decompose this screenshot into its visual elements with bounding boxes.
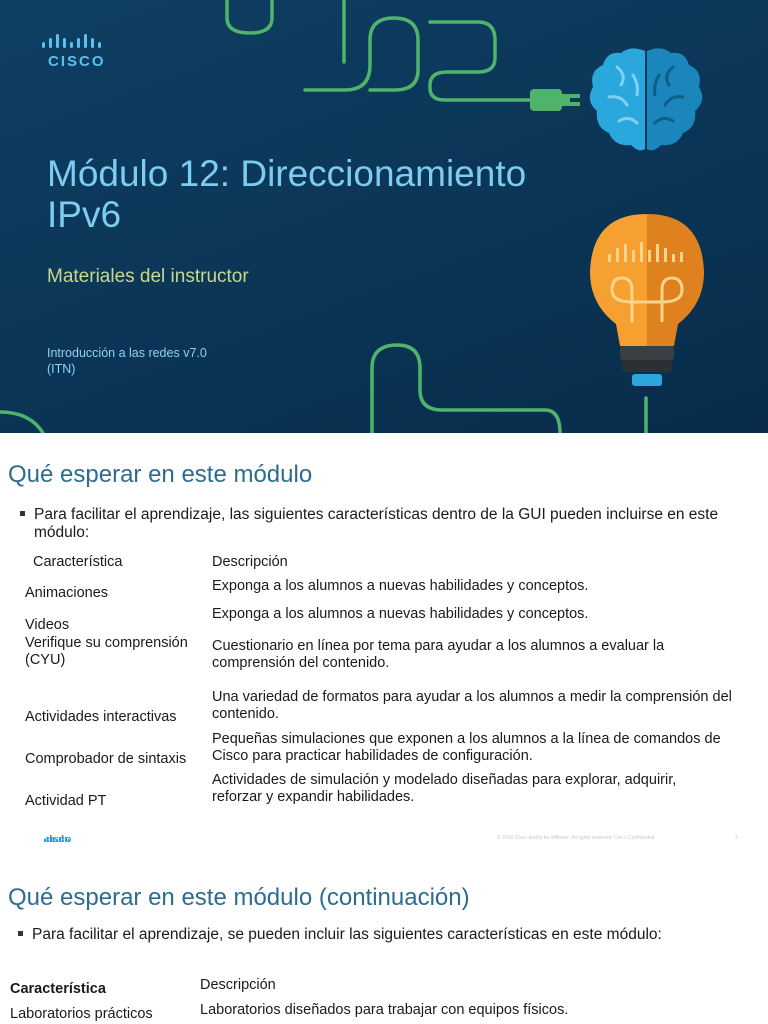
brain-icon bbox=[587, 45, 705, 157]
slide-what-to-expect-continued bbox=[0, 853, 768, 1024]
feature-cell: Actividad PT bbox=[25, 793, 107, 809]
column-header-feature: Característica bbox=[33, 554, 123, 570]
bullet-point bbox=[18, 926, 738, 944]
description-cell: Una variedad de formatos para ayudar a los alumnos a medir la comprensión del contenido. bbox=[212, 689, 732, 722]
course-name bbox=[47, 345, 207, 377]
plug-icon bbox=[530, 85, 582, 115]
cisco-logo-text: CISCO bbox=[48, 53, 106, 70]
footer-logo-text: CISCO bbox=[45, 837, 73, 844]
bullet-icon bbox=[18, 931, 23, 936]
description-cell: Actividades de simulación y modelado diseñadas para explorar, adquirir, reforzar y expandir habilidades. bbox=[212, 772, 677, 805]
slide-subtitle: Materiales del instructor bbox=[47, 266, 249, 287]
features-table bbox=[0, 433, 768, 853]
description-cell: Exponga a los alumnos a nuevas habilidades y conceptos. bbox=[212, 606, 589, 622]
bullet-text: Para facilitar el aprendizaje, las siguientes características dentro de la GUI pueden incluirse en este módulo: bbox=[34, 506, 719, 541]
slide-heading: Qué esperar en este módulo (continuación) bbox=[8, 884, 470, 911]
description-cell: Laboratorios diseñados para trabajar con equipos físicos. bbox=[200, 1002, 569, 1018]
feature-cell: Laboratorios prácticos bbox=[10, 1006, 153, 1022]
copyright-text: © 2016 Cisco and/or its affiliates. All rights reserved. Cisco Confidential bbox=[497, 835, 655, 841]
circuit-line bbox=[227, 0, 272, 33]
slide-title: Módulo 12: Direccionamiento IPv6 bbox=[47, 153, 527, 235]
cisco-logo-icon bbox=[40, 34, 110, 70]
course-line-1: Introducción a las redes v7.0 bbox=[47, 346, 207, 360]
feature-cell: Verifique su comprensión (CYU) bbox=[25, 635, 188, 668]
column-header-description: Descripción bbox=[200, 977, 276, 993]
description-cell: Exponga a los alumnos a nuevas habilidades y conceptos. bbox=[212, 578, 589, 594]
feature-cell: Actividades interactivas bbox=[25, 709, 177, 725]
description-cell: Pequeñas simulaciones que exponen a los alumnos a la línea de comandos de Cisco para practicar habilidades de configuración. bbox=[212, 731, 721, 764]
course-line-2: (ITN) bbox=[47, 362, 76, 376]
feature-cell: Animaciones bbox=[25, 585, 109, 601]
column-header-description: Descripción bbox=[212, 554, 288, 570]
footer-cisco-logo-icon bbox=[43, 830, 73, 848]
page-number: 3 bbox=[735, 835, 738, 841]
description-cell: Cuestionario en línea por tema para ayudar a los alumnos a evaluar la comprensión del contenido. bbox=[212, 638, 665, 671]
bullet-text: Para facilitar el aprendizaje, se pueden incluir las siguientes características en este módulo: bbox=[32, 926, 662, 943]
feature-cell: Videos bbox=[25, 617, 70, 633]
lightbulb-icon bbox=[588, 212, 706, 392]
column-header-feature: Característica bbox=[10, 981, 106, 997]
slide-heading: Qué esperar en este módulo bbox=[8, 461, 313, 488]
feature-cell: Comprobador de sintaxis bbox=[25, 751, 187, 767]
slide-what-to-expect bbox=[0, 433, 768, 853]
title-slide bbox=[0, 0, 768, 433]
